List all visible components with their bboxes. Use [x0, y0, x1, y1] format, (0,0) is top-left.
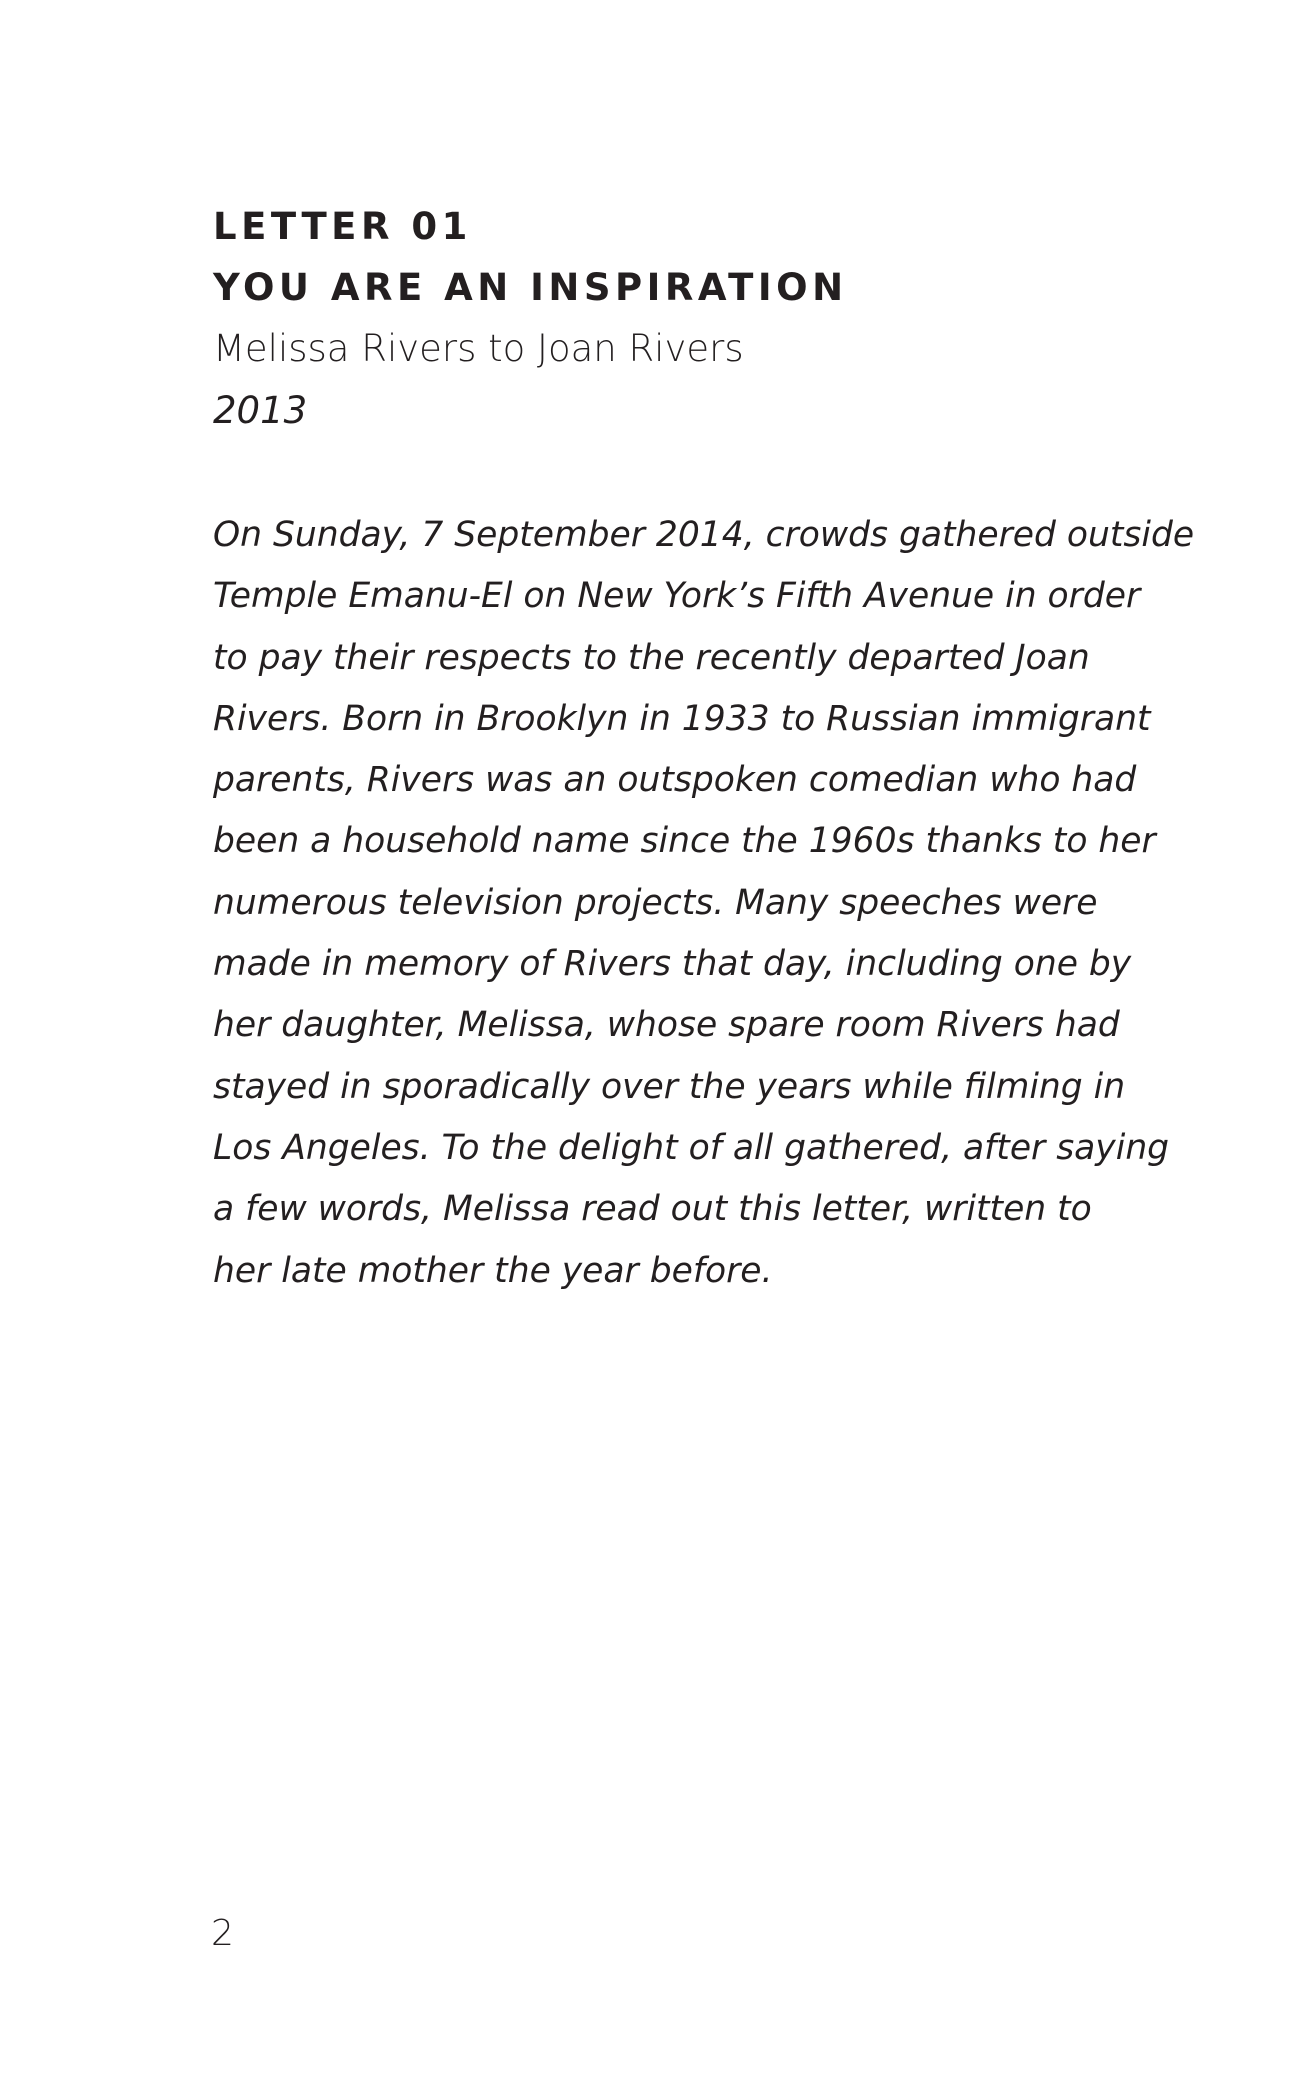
intro-paragraph: [213, 505, 1195, 1302]
letter-byline: Melissa Rivers to Joan Rivers: [213, 327, 744, 370]
letter-year: 2013: [213, 389, 308, 432]
intro-line: Los Angeles. To the delight of all gathered, after saying: [213, 1127, 1170, 1168]
intro-line: numerous television projects. Many speeches were: [213, 882, 1098, 923]
intro-line: On Sunday, 7 September 2014, crowds gathered outside: [213, 515, 1195, 555]
page-number: 2: [211, 1913, 234, 1954]
intro-line: her late mother the year before.: [213, 1250, 773, 1291]
intro-line: parents, Rivers was an outspoken comedian who had: [213, 760, 1137, 801]
intro-line: her daughter, Melissa, whose spare room Rivers had: [213, 1005, 1120, 1046]
intro-line: been a household name since the 1960s thanks to her: [213, 821, 1156, 862]
letter-number: LETTER 01: [213, 205, 472, 248]
intro-line: a few words, Melissa read out this letter, written to: [213, 1189, 1092, 1230]
intro-line: stayed in sporadically over the years while filming in: [213, 1066, 1126, 1107]
letter-title: YOU ARE AN INSPIRATION: [213, 266, 848, 309]
letter-header: [213, 196, 1173, 442]
intro-line: Rivers. Born in Brooklyn in 1933 to Russian immigrant: [213, 698, 1151, 739]
intro-line: made in memory of Rivers that day, including one by: [213, 944, 1132, 985]
intro-line: to pay their respects to the recently departed Joan: [213, 637, 1090, 678]
intro-line: Temple Emanu-El on New York’s Fifth Avenue in order: [213, 576, 1141, 617]
